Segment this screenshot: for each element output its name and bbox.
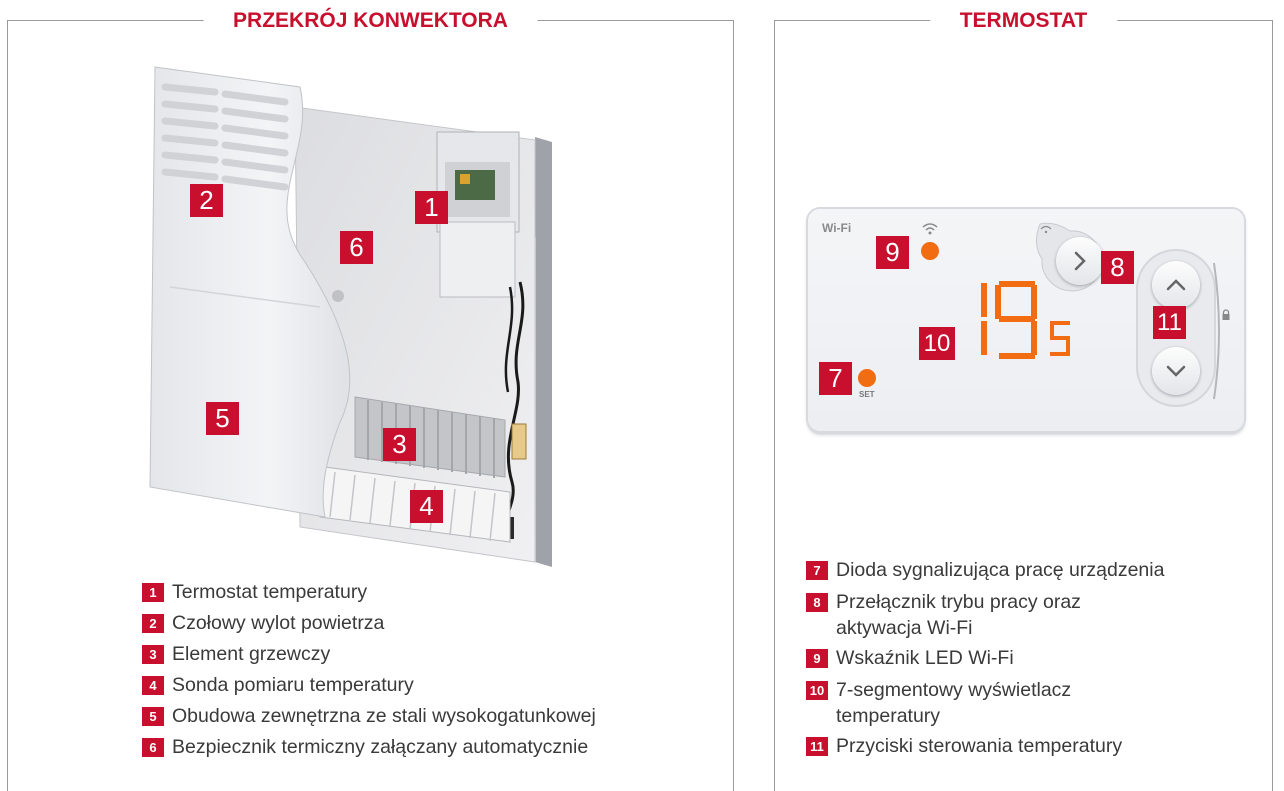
badge-mode-switch: 8	[1101, 251, 1134, 284]
mode-button[interactable]	[1056, 237, 1104, 285]
chevron-up-icon	[1152, 261, 1200, 309]
legend-text: Termostat temperatury	[172, 581, 368, 603]
temperature-display	[963, 281, 1083, 361]
badge-air-outlet: 2	[190, 184, 223, 217]
legend-item	[142, 670, 722, 701]
legend-item	[806, 643, 1246, 674]
legend-item	[806, 731, 1246, 762]
legend-num: 2	[142, 614, 164, 633]
convector-title: PRZEKRÓJ KONWEKTORA	[203, 9, 538, 33]
legend-num: 1	[142, 583, 164, 602]
legend-text: Dioda sygnalizująca pracę urządzenia	[836, 559, 1165, 581]
legend-num: 10	[806, 681, 828, 700]
lock-bracket	[1212, 261, 1228, 401]
legend-text: Przyciski sterowania temperatury	[836, 735, 1123, 757]
lock-icon	[1221, 309, 1231, 321]
legend-text: Sonda pomiaru temperatury	[172, 674, 414, 696]
temperature-down-button[interactable]	[1152, 347, 1200, 395]
temperature-up-button[interactable]	[1152, 261, 1200, 309]
convector-illustration	[140, 62, 570, 572]
chevron-right-icon	[1056, 237, 1104, 285]
legend-num: 6	[142, 738, 164, 757]
badge-display: 10	[919, 327, 955, 360]
set-label: SET	[859, 390, 875, 399]
legend-text: Obudowa zewnętrzna ze stali wysokogatunkowej	[172, 705, 596, 727]
badge-thermal-fuse: 6	[340, 231, 373, 264]
badge-thermostat: 1	[415, 191, 448, 224]
legend-text: Element grzewczy	[172, 643, 331, 665]
legend-text: Czołowy wylot powietrza	[172, 612, 385, 634]
legend-text: Przełącznik trybu pracy oraz aktywacja Wi-Fi	[836, 591, 1081, 639]
legend-num: 7	[806, 561, 828, 580]
legend-num: 11	[806, 737, 828, 756]
legend-num: 4	[142, 676, 164, 695]
legend-item	[806, 555, 1246, 586]
legend-item	[142, 608, 722, 639]
badge-status-led: 7	[819, 362, 852, 395]
legend-num: 3	[142, 645, 164, 664]
legend-item	[142, 639, 722, 670]
legend-item	[806, 674, 1156, 731]
convector-legend	[142, 577, 722, 763]
wifi-led	[921, 242, 939, 260]
wifi-small-icon	[1040, 225, 1052, 235]
legend-num: 8	[806, 593, 828, 612]
wifi-label: Wi-Fi	[822, 221, 852, 235]
legend-text: Wskaźnik LED Wi-Fi	[836, 647, 1014, 669]
badge-heating-element: 3	[383, 428, 416, 461]
legend-num: 5	[142, 707, 164, 726]
wifi-icon	[922, 223, 938, 235]
badge-wifi-led: 9	[876, 236, 909, 269]
chevron-down-icon	[1152, 347, 1200, 395]
legend-num: 9	[806, 649, 828, 668]
badge-temperature-probe: 4	[410, 490, 443, 523]
legend-item	[142, 732, 722, 763]
badge-housing: 5	[206, 402, 239, 435]
badge-temp-buttons: 11	[1153, 306, 1186, 339]
legend-text: 7-segmentowy wyświetlacz temperatury	[836, 679, 1072, 727]
legend-item	[142, 577, 722, 608]
thermostat-title: TERMOSTAT	[930, 9, 1118, 33]
thermostat-legend	[806, 555, 1246, 762]
legend-text: Bezpiecznik termiczny załączany automatycznie	[172, 736, 589, 758]
legend-item	[142, 701, 722, 732]
status-led	[858, 369, 876, 387]
legend-item	[806, 586, 1156, 643]
